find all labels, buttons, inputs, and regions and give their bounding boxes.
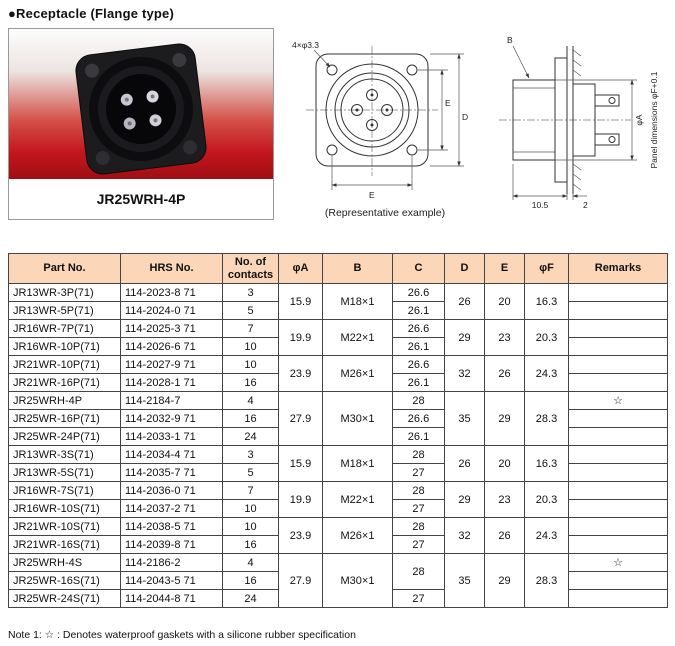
table-cell: 16 — [223, 572, 279, 590]
table-cell — [569, 572, 668, 590]
front-view-drawing — [290, 38, 480, 206]
table-cell: 26.1 — [393, 302, 445, 320]
table-cell: 114-2027-9 71 — [121, 356, 223, 374]
table-cell: JR21WR-10S(71) — [9, 518, 121, 536]
table-cell: 24.3 — [525, 518, 569, 554]
front-dim-e-vertical: E — [445, 98, 451, 108]
front-dim-d: D — [462, 112, 469, 122]
table-cell: 23.9 — [279, 518, 323, 554]
table-cell: 28 — [393, 518, 445, 536]
table-cell: JR21WR-10P(71) — [9, 356, 121, 374]
table-cell — [569, 590, 668, 608]
table-cell: JR16WR-10S(71) — [9, 500, 121, 518]
table-cell: 5 — [223, 302, 279, 320]
section-title: ●Receptacle (Flange type) — [8, 6, 175, 21]
table-cell: 32 — [445, 518, 485, 554]
table-cell: JR25WR-24S(71) — [9, 590, 121, 608]
front-dim-mount-holes: 4×φ3.3 — [292, 40, 320, 50]
table-cell: 4 — [223, 392, 279, 410]
table-row — [9, 554, 668, 572]
table-cell: 26.1 — [393, 338, 445, 356]
table-cell: 114-2039-8 71 — [121, 536, 223, 554]
table-cell: 10 — [223, 500, 279, 518]
table-cell: 19.9 — [279, 320, 323, 356]
table-cell: 114-2036-0 71 — [121, 482, 223, 500]
table-cell: 114-2034-4 71 — [121, 446, 223, 464]
table-cell: M30×1 — [323, 392, 393, 446]
table-cell: 5 — [223, 464, 279, 482]
table-cell: 114-2026-6 71 — [121, 338, 223, 356]
table-cell: 23 — [485, 482, 525, 518]
table-cell: 28 — [393, 446, 445, 464]
table-cell — [569, 302, 668, 320]
table-cell: 27 — [393, 500, 445, 518]
table-cell: 23.9 — [279, 356, 323, 392]
table-cell: 28.3 — [525, 392, 569, 446]
table-cell: JR13WR-5S(71) — [9, 464, 121, 482]
table-cell: 27.9 — [279, 554, 323, 608]
table-cell: 20 — [485, 446, 525, 482]
table-cell: M18×1 — [323, 284, 393, 320]
table-row — [9, 284, 668, 302]
table-cell: 27 — [393, 590, 445, 608]
table-cell: M18×1 — [323, 446, 393, 482]
column-header: No. of contacts — [223, 254, 279, 284]
table-cell: 29 — [445, 482, 485, 518]
table-cell: JR13WR-5P(71) — [9, 302, 121, 320]
table-cell: 15.9 — [279, 446, 323, 482]
table-cell: 26.6 — [393, 410, 445, 428]
table-cell: JR13WR-3S(71) — [9, 446, 121, 464]
table-cell — [569, 464, 668, 482]
table-cell: ☆ — [569, 554, 668, 572]
table-cell: 4 — [223, 554, 279, 572]
column-header: HRS No. — [121, 254, 223, 284]
table-cell: 32 — [445, 356, 485, 392]
table-cell — [569, 482, 668, 500]
table-cell: 20.3 — [525, 320, 569, 356]
table-cell — [569, 284, 668, 302]
table-cell: JR25WR-24P(71) — [9, 428, 121, 446]
drawing-caption: (Representative example) — [324, 207, 446, 219]
side-dim-phi-a: φA — [634, 114, 644, 126]
table-cell: 114-2023-8 71 — [121, 284, 223, 302]
table-cell: 114-2186-2 — [121, 554, 223, 572]
table-cell: 26.6 — [393, 356, 445, 374]
table-cell: 114-2032-9 71 — [121, 410, 223, 428]
table-cell: M22×1 — [323, 320, 393, 356]
table-cell: 20 — [485, 284, 525, 320]
table-cell: JR16WR-7S(71) — [9, 482, 121, 500]
table-cell: 27 — [393, 464, 445, 482]
table-cell: 24 — [223, 590, 279, 608]
spec-table-head — [9, 254, 668, 284]
table-cell — [569, 500, 668, 518]
column-header: D — [445, 254, 485, 284]
table-cell: 19.9 — [279, 482, 323, 518]
table-cell: 26.6 — [393, 284, 445, 302]
table-cell: JR13WR-3P(71) — [9, 284, 121, 302]
table-row — [9, 446, 668, 464]
side-view-drawing — [483, 32, 665, 210]
table-cell: 114-2037-2 71 — [121, 500, 223, 518]
table-row — [9, 356, 668, 374]
table-cell: 28 — [393, 482, 445, 500]
side-panel-note: Panel dimensions φF+0.1 — [649, 71, 659, 169]
table-cell: 29 — [445, 320, 485, 356]
footnote: Note 1: ☆ : Denotes waterproof gaskets with a silicone rubber specification — [8, 629, 356, 641]
table-cell: 10 — [223, 518, 279, 536]
table-row — [9, 392, 668, 410]
column-header: Remarks — [569, 254, 668, 284]
table-cell: 23 — [485, 320, 525, 356]
table-cell: 26 — [445, 446, 485, 482]
table-cell: 114-2038-5 71 — [121, 518, 223, 536]
column-header: B — [323, 254, 393, 284]
table-cell: 7 — [223, 482, 279, 500]
table-cell: 114-2035-7 71 — [121, 464, 223, 482]
front-dim-e-horizontal: E — [369, 190, 375, 200]
table-cell: 114-2044-8 71 — [121, 590, 223, 608]
table-cell: 16 — [223, 374, 279, 392]
table-cell: 3 — [223, 446, 279, 464]
table-cell: 27 — [393, 536, 445, 554]
table-cell: 114-2025-3 71 — [121, 320, 223, 338]
table-row — [9, 518, 668, 536]
table-cell: 114-2024-0 71 — [121, 302, 223, 320]
table-cell: JR16WR-10P(71) — [9, 338, 121, 356]
table-cell: 3 — [223, 284, 279, 302]
table-cell: 28.3 — [525, 554, 569, 608]
header-row — [9, 254, 668, 284]
spec-table — [8, 253, 668, 608]
product-photo — [9, 29, 273, 179]
table-cell: 20.3 — [525, 482, 569, 518]
table-cell — [569, 410, 668, 428]
table-cell: 114-2028-1 71 — [121, 374, 223, 392]
table-cell: 26.6 — [393, 320, 445, 338]
table-cell: 26 — [485, 356, 525, 392]
table-cell — [569, 518, 668, 536]
product-photo-box — [8, 28, 274, 220]
table-row — [9, 320, 668, 338]
table-cell — [569, 536, 668, 554]
table-cell: 15.9 — [279, 284, 323, 320]
table-cell: M26×1 — [323, 356, 393, 392]
table-cell: 27.9 — [279, 392, 323, 446]
table-cell — [569, 374, 668, 392]
table-cell: JR21WR-16P(71) — [9, 374, 121, 392]
table-cell: 16 — [223, 410, 279, 428]
table-cell: 35 — [445, 392, 485, 446]
table-cell: JR25WR-16P(71) — [9, 410, 121, 428]
spec-table-body — [9, 284, 668, 608]
table-cell: 10 — [223, 338, 279, 356]
table-cell: 35 — [445, 554, 485, 608]
table-cell: 29 — [485, 554, 525, 608]
table-cell: 28 — [393, 392, 445, 410]
table-cell: 16 — [223, 536, 279, 554]
table-cell: ☆ — [569, 392, 668, 410]
table-cell — [569, 338, 668, 356]
column-header: E — [485, 254, 525, 284]
side-dim-10-5: 10.5 — [531, 200, 549, 210]
table-cell: 16.3 — [525, 446, 569, 482]
table-cell — [569, 320, 668, 338]
column-header: φA — [279, 254, 323, 284]
table-cell: 16.3 — [525, 284, 569, 320]
table-cell: 114-2184-7 — [121, 392, 223, 410]
table-cell: 24.3 — [525, 356, 569, 392]
side-dim-2: 2 — [583, 200, 588, 210]
table-cell: 26 — [485, 518, 525, 554]
table-cell: M30×1 — [323, 554, 393, 608]
table-cell: 114-2033-1 71 — [121, 428, 223, 446]
table-row — [9, 482, 668, 500]
table-cell: 28 — [393, 554, 445, 590]
table-cell: JR25WR-16S(71) — [9, 572, 121, 590]
table-cell: 26.1 — [393, 374, 445, 392]
product-model-label: JR25WRH-4P — [9, 179, 273, 219]
table-cell: 10 — [223, 356, 279, 374]
table-cell: 29 — [485, 392, 525, 446]
table-cell: 7 — [223, 320, 279, 338]
table-cell: JR16WR-7P(71) — [9, 320, 121, 338]
table-cell: JR25WRH-4P — [9, 392, 121, 410]
table-cell — [569, 356, 668, 374]
table-cell: 26.1 — [393, 428, 445, 446]
table-cell: 24 — [223, 428, 279, 446]
column-header: C — [393, 254, 445, 284]
column-header: φF — [525, 254, 569, 284]
table-cell: M26×1 — [323, 518, 393, 554]
table-cell: 114-2043-5 71 — [121, 572, 223, 590]
column-header: Part No. — [9, 254, 121, 284]
table-cell: 26 — [445, 284, 485, 320]
table-cell: M22×1 — [323, 482, 393, 518]
table-cell — [569, 446, 668, 464]
connector-photo-image — [9, 29, 273, 179]
table-cell: JR25WRH-4S — [9, 554, 121, 572]
table-cell: JR21WR-16S(71) — [9, 536, 121, 554]
table-cell — [569, 428, 668, 446]
side-dim-b: B — [507, 35, 513, 45]
